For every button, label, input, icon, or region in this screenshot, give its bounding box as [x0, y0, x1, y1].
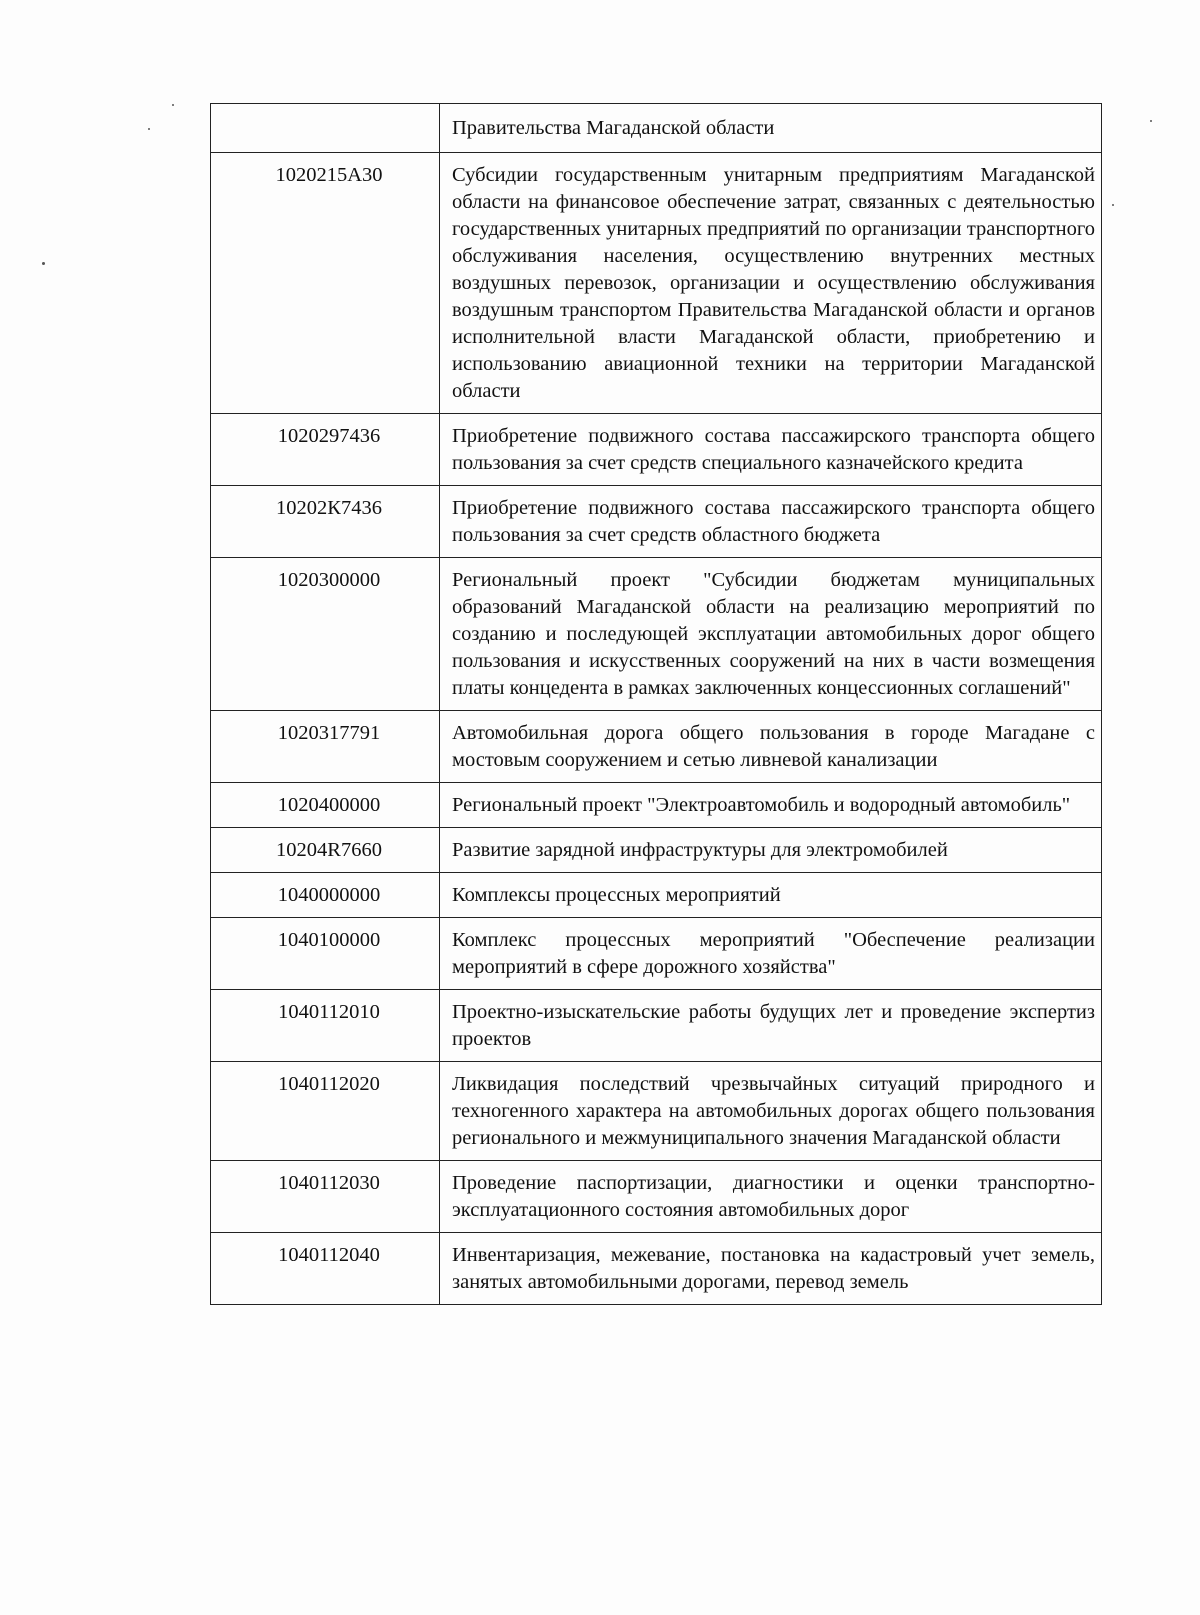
scan-speck [1150, 120, 1152, 122]
table-row [211, 828, 1102, 873]
code-text: 1040112040 [278, 1244, 380, 1266]
scan-speck [1112, 204, 1114, 206]
table-row [211, 783, 1102, 828]
description-text: Региональный проект "Электроавтомобиль и водородный автомобиль" [452, 794, 1071, 816]
description-text: Ликвидация последствий чрезвычайных ситуаций природного и техногенного характера на автомобильных дорогах общего пользования регионального и межмуниципального значения Магаданской области [452, 1073, 1095, 1149]
table-row [211, 1062, 1102, 1161]
description-text: Субсидии государственным унитарным предприятиям Магаданской области на финансовое обеспечение затрат, связанных с деятельностью государственных унитарных предприятий по организации транспортного обслуживания населения, осуществлению внутренних местных воздушных перевозок, организации и осуществлению обслуживания воздушным транспортом Правительства Магаданской области и органов исполнительной власти Магаданской области, приобретению и использованию авиационной техники на территории Магаданской области [452, 164, 1095, 402]
table-row [211, 711, 1102, 783]
code-cell [211, 918, 440, 990]
code-cell [211, 153, 440, 414]
description-cell [440, 990, 1102, 1062]
code-cell [211, 1233, 440, 1305]
description-text: Региональный проект "Субсидии бюджетам муниципальных образований Магаданской области на реализацию мероприятий по созданию и последующей эксплуатации автомобильных дорог общего пользования и искусственных сооружений на них в части возмещения платы концедента в рамках заключенных концессионных соглашений" [452, 569, 1095, 699]
description-text: Автомобильная дорога общего пользования в городе Магадане с мостовым сооружением и сетью ливневой канализации [452, 722, 1095, 771]
description-text: Правительства Магаданской области [452, 117, 775, 139]
table-row [211, 1233, 1102, 1305]
scan-speck [148, 128, 150, 130]
code-cell [211, 1161, 440, 1233]
code-text: 1020297436 [277, 425, 381, 447]
description-cell [440, 711, 1102, 783]
table-row [211, 1161, 1102, 1233]
code-text: 1020215А30 [275, 164, 383, 186]
table-row [211, 918, 1102, 990]
description-cell [440, 153, 1102, 414]
scan-speck [172, 104, 174, 106]
table-row [211, 153, 1102, 414]
description-text: Проектно-изыскательские работы будущих лет и проведение экспертиз проектов [452, 1001, 1095, 1050]
description-cell [440, 414, 1102, 486]
description-cell [440, 104, 1102, 153]
code-cell [211, 414, 440, 486]
description-cell [440, 486, 1102, 558]
code-cell [211, 104, 440, 153]
table-row [211, 486, 1102, 558]
description-cell [440, 558, 1102, 711]
code-cell [211, 558, 440, 711]
code-cell [211, 783, 440, 828]
description-text: Приобретение подвижного состава пассажирского транспорта общего пользования за счет средств специального казначейского кредита [452, 425, 1095, 474]
description-cell [440, 1161, 1102, 1233]
code-text: 1040112010 [278, 1001, 380, 1023]
table-row [211, 558, 1102, 711]
code-text: 1020300000 [277, 569, 381, 591]
code-text: 1040112030 [278, 1172, 380, 1194]
code-text: 10202К7436 [276, 497, 382, 519]
description-cell [440, 918, 1102, 990]
code-text: 1040100000 [277, 929, 381, 951]
description-text: Приобретение подвижного состава пассажирского транспорта общего пользования за счет средств областного бюджета [452, 497, 1095, 546]
table-row [211, 104, 1102, 153]
code-cell [211, 486, 440, 558]
code-text: 10204R7660 [276, 839, 382, 861]
description-cell [440, 1233, 1102, 1305]
description-cell [440, 873, 1102, 918]
description-text: Комплексы процессных мероприятий [452, 884, 781, 906]
table-row [211, 414, 1102, 486]
scan-speck [42, 262, 45, 265]
code-cell [211, 711, 440, 783]
budget-code-table [210, 103, 1102, 1305]
code-cell [211, 873, 440, 918]
table-row [211, 873, 1102, 918]
description-text: Развитие зарядной инфраструктуры для электромобилей [452, 839, 948, 861]
description-text: Комплекс процессных мероприятий "Обеспечение реализации мероприятий в сфере дорожного хозяйства" [452, 929, 1095, 978]
description-text: Проведение паспортизации, диагностики и оценки транспортно-эксплуатационного состояния автомобильных дорог [452, 1172, 1095, 1221]
code-text: 1020317791 [277, 722, 381, 744]
table-row [211, 990, 1102, 1062]
description-cell [440, 1062, 1102, 1161]
description-cell [440, 783, 1102, 828]
code-cell [211, 990, 440, 1062]
code-text: 1020400000 [277, 794, 381, 816]
code-cell [211, 1062, 440, 1161]
description-text: Инвентаризация, межевание, постановка на кадастровый учет земель, занятых автомобильными дорогами, перевод земель [452, 1244, 1095, 1293]
code-cell [211, 828, 440, 873]
code-text: 1040000000 [277, 884, 381, 906]
description-cell [440, 828, 1102, 873]
code-text: 1040112020 [278, 1073, 380, 1095]
